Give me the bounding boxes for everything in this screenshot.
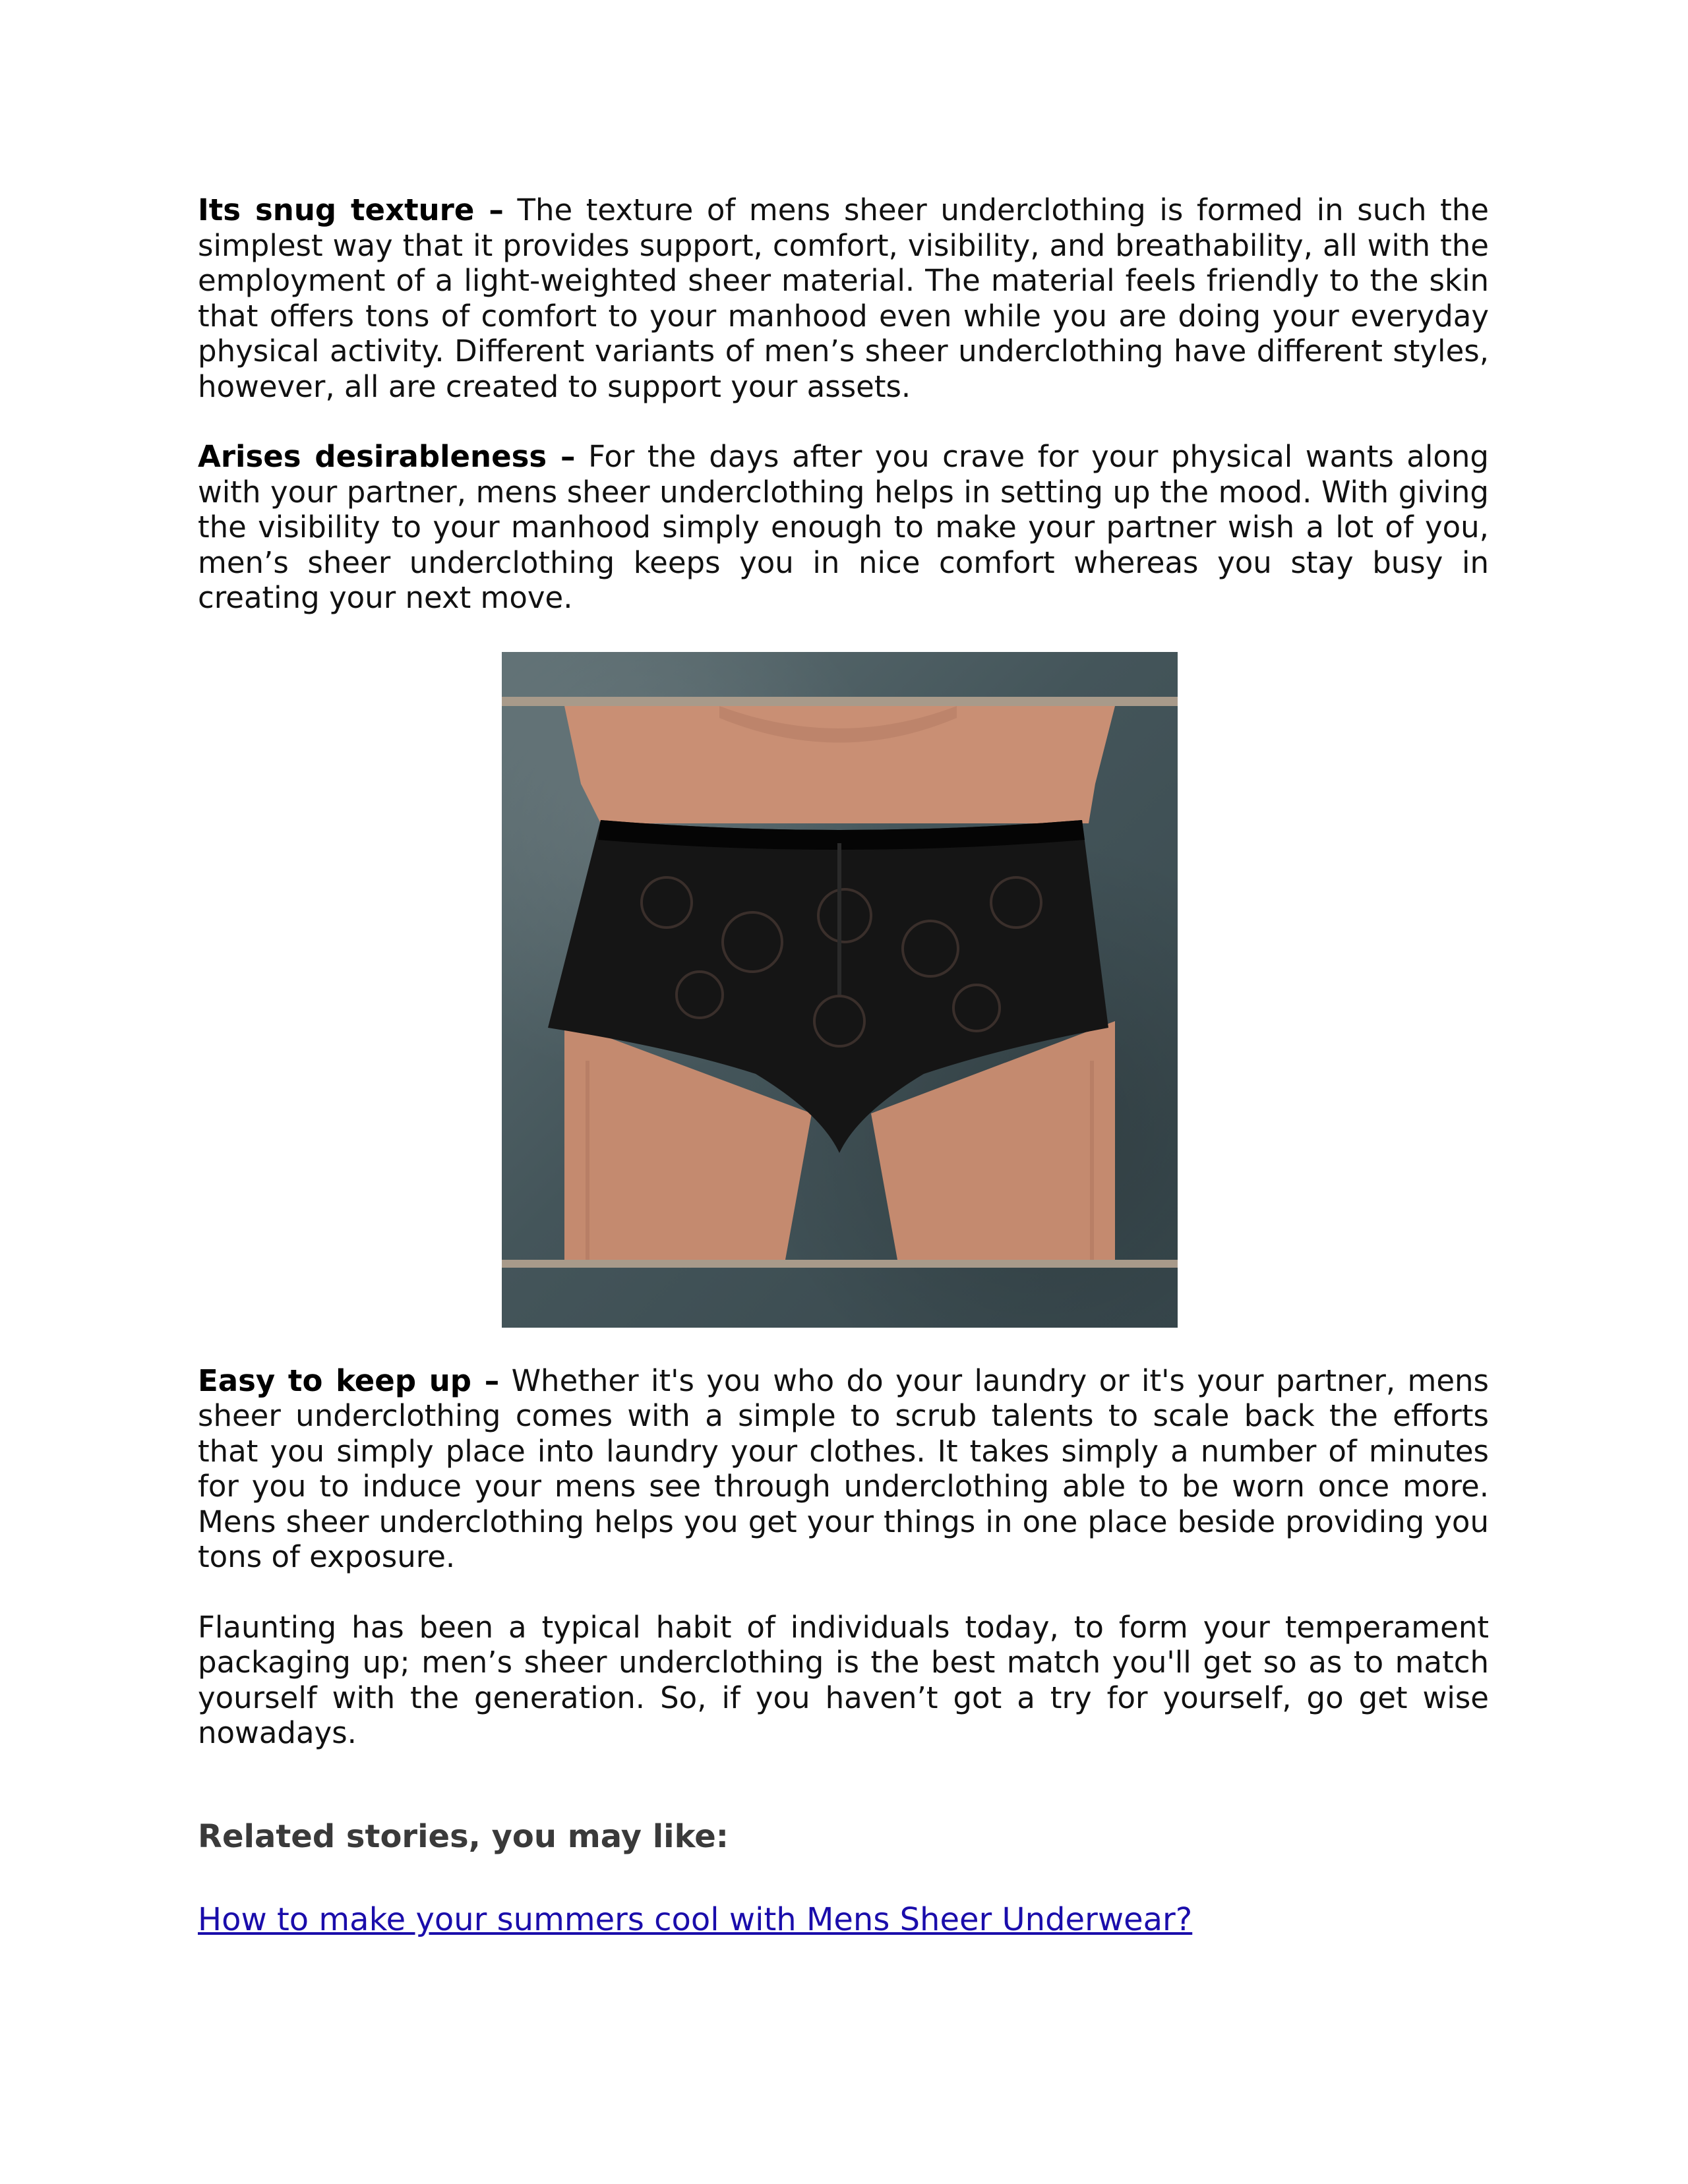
document-body	[198, 192, 1489, 1939]
paragraph-flaunting	[198, 1610, 1489, 1751]
paragraph-text: Whether it's you who do your laundry or it's your partner, mens sheer underclothing comes with a simple to scrub talents to scale back the efforts that you simply place into laundry your clothes. It takes simply a number of minutes for you to induce your mens see through underclothing able to be worn once more. Mens sheer underclothing helps you get your things in one place beside providing you tons of exposure.	[198, 1363, 1489, 1574]
paragraph-text: For the days after you crave for your physical wants along with your partner, mens sheer underclothing helps in setting up the mood. With giving the visibility to your manhood simply enough to make your partner wish a lot of you, men’s sheer underclothing keeps you in nice comfort whereas you stay busy in creating your next move.	[198, 439, 1489, 615]
paragraph-lead: Easy to keep up –	[198, 1363, 500, 1398]
product-photo-illustration	[502, 652, 1178, 1328]
paragraph-desirableness	[198, 439, 1489, 616]
paragraph-lead: Arises desirableness –	[198, 439, 576, 474]
related-story-link[interactable]: How to make your summers cool with Mens Sheer Underwear?	[198, 1901, 1193, 1938]
paragraph-snug-texture	[198, 192, 1489, 404]
paragraph-text: Flaunting has been a typical habit of individuals today, to form your temperament packaging up; men’s sheer underclothing is the best match you'll get so as to match yourself with the generation. So, if you haven’t got a try for yourself, go get wise nowadays.	[198, 1609, 1489, 1750]
related-stories-heading: Related stories, you may like:	[198, 1817, 729, 1855]
paragraph-easy-keep-up	[198, 1363, 1489, 1575]
paragraph-lead: Its snug texture –	[198, 192, 504, 227]
product-photo	[502, 652, 1178, 1328]
paragraph-text: The texture of mens sheer underclothing is formed in such the simplest way that it provides support, comfort, visibility, and breathability, all with the employment of a light-weighted sheer material. The material feels friendly to the skin that offers tons of comfort to your manhood even while you are doing your everyday physical activity. Different variants of men’s sheer underclothing have different styles, however, all are created to support your assets.	[198, 192, 1489, 404]
